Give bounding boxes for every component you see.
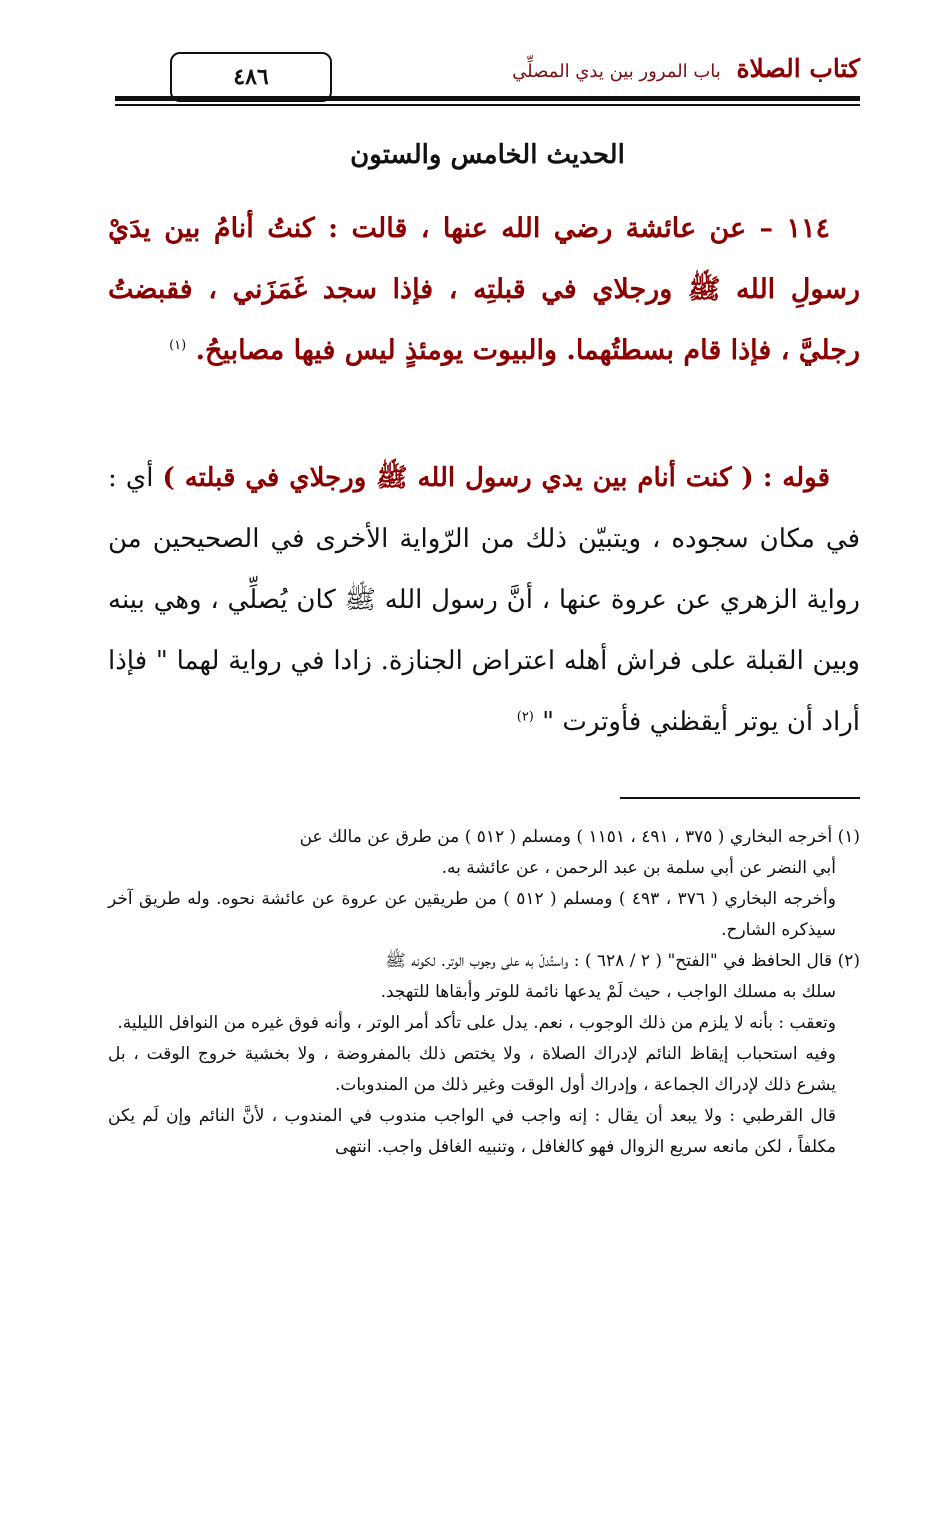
footnote-ref-2[interactable]: (٢) <box>516 709 534 725</box>
hadith-text <box>108 198 860 381</box>
section-heading: الحديث الخامس والستون <box>350 140 625 170</box>
footnote-1-line-2: أبي النضر عن أبي سلمة بن عبد الرحمن ، عن عائشة به. <box>441 858 836 878</box>
running-title <box>512 54 860 83</box>
chapter-title: باب المرور بين يدي المصلِّي <box>512 61 721 82</box>
footnote-1-line-1: (١) أخرجه البخاري ( ٣٧٥ ، ٤٩١ ، ١١٥١ ) ومسلم ( ٥١٢ ) من طرق عن مالك عن <box>299 827 860 847</box>
footnote-2-line-1: (٢) قال الحافظ في "الفتح" ( ٢ / ٦٢٨ ) : واستُدلّ به على وجوب الوتر. لكونه ﷺ <box>385 951 860 971</box>
page-number: ٤٨٦ <box>233 64 269 90</box>
footnote-2-line-2: سلك به مسلك الواجب ، حيث لَمْ يدعها نائمة للوتر وأبقاها للتهجد. <box>380 982 836 1002</box>
footnote-2-paragraph-3: وفيه استحباب إيقاظ النائم لإدراك الصلاة ، ولا يختص ذلك بالمفروضة ، ولا بخشية خروج الوقت ، بل يشرع ذلك لإدراك الجماعة ، وإدراك أول الوقت وغير ذلك من المندوبات. <box>108 1044 836 1095</box>
commentary <box>108 448 860 753</box>
hadith-number-chain: ١١٤ – عن عائشة رضي الله عنها ، قالت : <box>328 213 830 244</box>
footnote-1-paragraph-2: وأخرجه البخاري ( ٣٧٦ ، ٤٩٣ ) ومسلم ( ٥١٢ ) من طريقين عن عروة عن عائشة نحوه. وله طريق آخر سيذكره الشارح. <box>108 889 836 940</box>
footnote-2-paragraph-2: وتعقب : بأنه لا يلزم من ذلك الوجوب ، نعم. يدل على تأكد أمر الوتر ، وأنه فوق غيره من النوافل الليلية. <box>117 1013 836 1033</box>
footnote-2-paragraph-4: قال القرطبي : ولا يبعد أن يقال : إنه واجب في الواجب مندوب في المندوب ، لأنَّ النائم وإن لَم يكن مكلفاً ، لكن مانعه سريع الزوال فهو كالغافل ، وتنبيه الغافل واجب. انتهى <box>108 1106 836 1157</box>
commentary-quoted: ( كنت أنام بين يدي رسول الله ﷺ ورجلاي في قبلته ) <box>162 463 754 493</box>
header-rule-thin <box>115 104 860 106</box>
header-rule-thick <box>115 96 860 101</box>
footnote-separator <box>620 797 860 799</box>
hadith-body: كنتُ أنامُ بين يدَيْ رسولِ الله ﷺ ورجلاي في قبلتِه ، فإذا سجد غَمَزَني ، فقبضتُ رجليَّ ، فإذا قام بسطتُهما. والبيوت يومئذٍ ليس فيها مصابيحُ. <box>108 213 860 366</box>
footnote-ref-1[interactable]: (١) <box>169 338 187 353</box>
footnotes <box>108 822 860 1163</box>
book-title: كتاب الصلاة <box>736 54 860 83</box>
commentary-body: أي : في مكان سجوده ، ويتبيّن ذلك من الرّواية الأخرى في الصحيحين من رواية الزهري عن عروة عنها ، أنَّ رسول الله ﷺ كان يُصلِّي ، وهي بينه وبين القبلة على فراش أهله اعتراض الجنازة. زادا في رواية لهما " فإذا أراد أن يوتر أيقظني فأوترت " <box>108 463 860 737</box>
page-number-box <box>170 52 332 102</box>
commentary-intro: قوله : <box>762 463 831 493</box>
